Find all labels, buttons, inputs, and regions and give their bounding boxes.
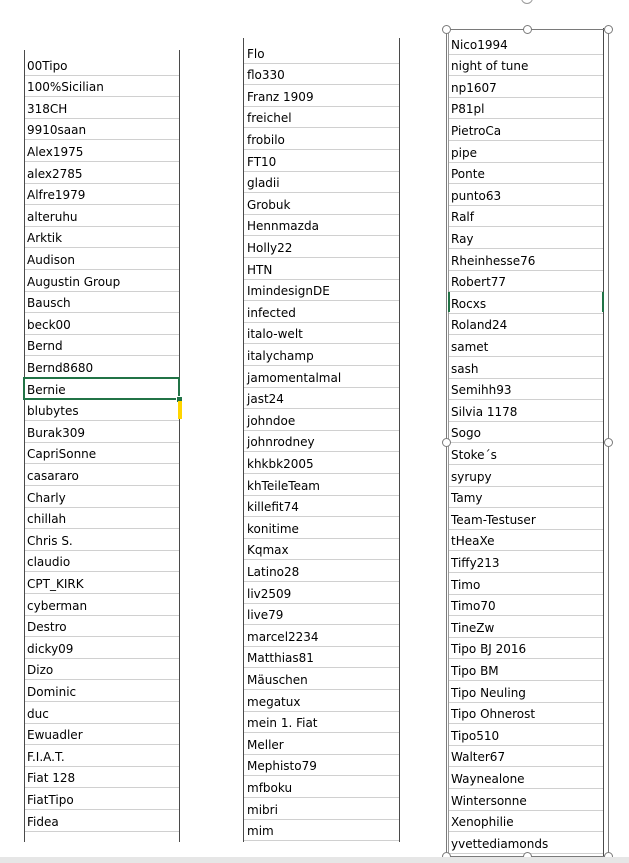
username-text: Bausch xyxy=(27,296,71,311)
username-cell[interactable] xyxy=(24,54,179,76)
username-text: Ralf xyxy=(451,210,474,225)
username-text: punto63 xyxy=(451,188,502,203)
username-cell[interactable] xyxy=(448,55,603,77)
username-cell[interactable] xyxy=(448,76,603,98)
username-text: infected xyxy=(247,305,296,320)
username-text: khkbk2005 xyxy=(247,456,314,471)
username-cell[interactable] xyxy=(244,452,399,474)
username-cell[interactable] xyxy=(244,301,399,323)
username-text: blubytes xyxy=(27,404,79,419)
username-cell[interactable] xyxy=(24,248,179,270)
username-text: Alex1975 xyxy=(27,144,84,159)
username-cell[interactable] xyxy=(244,712,399,734)
username-text: Bernd xyxy=(27,339,63,354)
username-text: killefit74 xyxy=(247,500,299,515)
username-text: Fidea xyxy=(27,814,59,829)
username-text: flo330 xyxy=(247,68,285,83)
rotate-handle[interactable] xyxy=(521,0,533,4)
username-cell[interactable] xyxy=(244,582,399,604)
username-cell[interactable] xyxy=(244,107,399,129)
username-text: Tipo Ohnerost xyxy=(451,707,536,722)
username-cell[interactable] xyxy=(448,422,603,444)
column-2-right-border xyxy=(399,38,400,842)
username-text: mibri xyxy=(247,802,278,817)
username-cell[interactable] xyxy=(244,172,399,194)
username-text: Bernd8680 xyxy=(27,360,94,375)
username-text: FT10 xyxy=(247,154,277,169)
username-cell[interactable] xyxy=(244,798,399,820)
username-text: cyberman xyxy=(27,598,88,613)
username-cell[interactable] xyxy=(448,357,603,379)
username-cell[interactable] xyxy=(244,431,399,453)
username-cell[interactable] xyxy=(448,141,603,163)
username-text: jamomentalmal xyxy=(247,370,342,385)
username-cell[interactable] xyxy=(24,97,179,119)
username-text: alex2785 xyxy=(27,166,83,181)
username-cell[interactable] xyxy=(24,486,179,508)
username-cell[interactable] xyxy=(24,313,179,335)
username-cell[interactable] xyxy=(24,227,179,249)
username-cell[interactable] xyxy=(244,755,399,777)
username-cell[interactable] xyxy=(448,681,603,703)
username-cell[interactable] xyxy=(448,616,603,638)
username-cell[interactable] xyxy=(448,638,603,660)
username-cell[interactable] xyxy=(24,184,179,206)
username-cell[interactable] xyxy=(24,616,179,638)
username-cell[interactable] xyxy=(448,595,603,617)
username-text: 00Tipo xyxy=(27,58,68,73)
username-text: CPT_KIRK xyxy=(27,576,84,591)
username-cell[interactable] xyxy=(24,270,179,292)
username-text: CapriSonne xyxy=(27,447,97,462)
username-cell[interactable] xyxy=(244,560,399,582)
username-cell[interactable] xyxy=(244,517,399,539)
username-text: samet xyxy=(451,339,489,354)
username-cell[interactable] xyxy=(448,659,603,681)
username-cell[interactable] xyxy=(24,594,179,616)
username-cell[interactable] xyxy=(24,464,179,486)
username-text: Stoke´s xyxy=(451,447,497,462)
username-cell[interactable] xyxy=(448,746,603,768)
username-text: Ponte xyxy=(451,167,485,182)
username-cell[interactable] xyxy=(24,745,179,767)
username-cell[interactable] xyxy=(448,227,603,249)
username-text: HTN xyxy=(247,262,273,277)
username-cell[interactable] xyxy=(24,378,179,400)
username-text: Sogo xyxy=(451,426,481,441)
username-text: alteruhu xyxy=(27,209,78,224)
username-text: FiatTipo xyxy=(27,792,74,807)
username-text: dicky09 xyxy=(27,641,74,656)
username-cell[interactable] xyxy=(244,85,399,107)
username-cell[interactable] xyxy=(24,637,179,659)
username-cell[interactable] xyxy=(244,42,399,64)
username-text: 318CH xyxy=(27,101,68,116)
username-text: italychamp xyxy=(247,348,314,363)
username-cell[interactable] xyxy=(24,205,179,227)
username-cell[interactable] xyxy=(244,474,399,496)
username-text: Kqmax xyxy=(247,543,289,558)
username-cell[interactable] xyxy=(24,400,179,422)
username-text: mim xyxy=(247,824,274,839)
username-text: Mäuschen xyxy=(247,672,308,687)
username-text: Alfre1979 xyxy=(27,188,86,203)
username-text: tHeaXe xyxy=(451,534,495,549)
username-cell[interactable] xyxy=(244,150,399,172)
username-text: Dizo xyxy=(27,663,54,678)
username-text: pipe xyxy=(451,145,477,160)
username-text: duc xyxy=(27,706,49,721)
username-cell[interactable] xyxy=(244,323,399,345)
username-cell[interactable] xyxy=(244,280,399,302)
username-cell[interactable] xyxy=(448,163,603,185)
username-cell[interactable] xyxy=(244,539,399,561)
username-cell[interactable] xyxy=(448,443,603,465)
username-text: Mephisto79 xyxy=(247,759,317,774)
username-cell[interactable] xyxy=(24,421,179,443)
username-cell[interactable] xyxy=(448,724,603,746)
username-cell[interactable] xyxy=(244,128,399,150)
username-text: frobilo xyxy=(247,132,285,147)
resize-handle-top-center[interactable] xyxy=(523,25,532,34)
username-text: Wintersonne xyxy=(451,793,527,808)
username-cell[interactable] xyxy=(244,215,399,237)
username-text: live79 xyxy=(247,608,284,623)
username-cell[interactable] xyxy=(24,508,179,530)
username-cell[interactable] xyxy=(448,551,603,573)
column-3-selection-mark-left xyxy=(448,292,450,312)
username-cell[interactable] xyxy=(244,344,399,366)
username-text: Silvia 1178 xyxy=(451,404,518,419)
username-cell[interactable] xyxy=(448,98,603,120)
username-cell[interactable] xyxy=(24,529,179,551)
username-text: Chris S. xyxy=(27,533,73,548)
username-cell[interactable] xyxy=(448,465,603,487)
username-cell[interactable] xyxy=(448,249,603,271)
username-text: Destro xyxy=(27,620,67,635)
resize-handle-top-right[interactable] xyxy=(604,25,613,34)
username-text: Arktik xyxy=(27,231,63,246)
username-cell[interactable] xyxy=(244,258,399,280)
username-text: Fiat 128 xyxy=(27,771,76,786)
username-text: claudio xyxy=(27,555,71,570)
username-cell[interactable] xyxy=(448,206,603,228)
username-cell[interactable] xyxy=(448,271,603,293)
username-text: Hennmazda xyxy=(247,219,319,234)
username-text: TineZw xyxy=(451,620,495,635)
resize-handle-middle-left[interactable] xyxy=(442,438,451,447)
username-cell[interactable] xyxy=(448,811,603,833)
username-text: Roland24 xyxy=(451,318,508,333)
username-cell[interactable] xyxy=(448,314,603,336)
username-cell[interactable] xyxy=(24,119,179,141)
username-text: chillah xyxy=(27,512,67,527)
username-cell[interactable] xyxy=(448,119,603,141)
username-text: Tipo Neuling xyxy=(451,685,526,700)
username-text: Matthias81 xyxy=(247,651,314,666)
username-text: beck00 xyxy=(27,317,71,332)
username-cell[interactable] xyxy=(448,573,603,595)
username-cell[interactable] xyxy=(448,400,603,422)
resize-handle-top-left[interactable] xyxy=(442,25,451,34)
username-text: Grobuk xyxy=(247,197,291,212)
username-text: Robert77 xyxy=(451,275,507,290)
username-text: mein 1. Fiat xyxy=(247,716,318,731)
username-text: Latino28 xyxy=(247,564,300,579)
username-cell[interactable] xyxy=(448,379,603,401)
username-text: marcel2234 xyxy=(247,629,319,644)
username-text: johndoe xyxy=(247,413,296,428)
username-cell[interactable] xyxy=(24,788,179,810)
username-text: Bernie xyxy=(27,382,66,397)
username-cell[interactable] xyxy=(244,820,399,842)
username-text: khTeileTeam xyxy=(247,478,320,493)
username-text: freichel xyxy=(247,111,292,126)
username-text: night of tune xyxy=(451,59,529,74)
username-text: Timo70 xyxy=(451,599,496,614)
username-text: liv2509 xyxy=(247,586,292,601)
username-text: syrupy xyxy=(451,469,492,484)
username-cell[interactable] xyxy=(448,487,603,509)
username-cell[interactable] xyxy=(24,335,179,357)
username-text: Timo xyxy=(451,577,481,592)
username-cell[interactable] xyxy=(244,193,399,215)
username-text: Waynealone xyxy=(451,771,525,786)
username-text: Audison xyxy=(27,252,75,267)
username-cell[interactable] xyxy=(448,292,603,314)
username-text: Tamy xyxy=(451,491,483,506)
username-text: Ray xyxy=(451,231,474,246)
username-text: Flo xyxy=(247,46,265,61)
username-cell[interactable] xyxy=(244,496,399,518)
username-cell[interactable] xyxy=(448,789,603,811)
username-cell[interactable] xyxy=(24,767,179,789)
username-text: Walter67 xyxy=(451,750,506,765)
username-text: Tipo BM xyxy=(451,663,499,678)
username-text: PietroCa xyxy=(451,123,502,138)
username-text: Dominic xyxy=(27,684,77,699)
username-cell[interactable] xyxy=(24,162,179,184)
username-cell[interactable] xyxy=(24,443,179,465)
username-text: Xenophilie xyxy=(451,815,514,830)
resize-handle-middle-right[interactable] xyxy=(604,438,613,447)
username-text: Franz 1909 xyxy=(247,89,314,104)
username-cell[interactable] xyxy=(448,335,603,357)
username-text: F.I.A.T. xyxy=(27,749,65,764)
username-cell[interactable] xyxy=(24,810,179,832)
username-text: Semihh93 xyxy=(451,383,512,398)
username-text: ImindesignDE xyxy=(247,284,330,299)
username-cell[interactable] xyxy=(244,733,399,755)
column-1-right-border xyxy=(179,50,180,842)
username-text: 100%Sicilian xyxy=(27,80,104,95)
username-text: gladii xyxy=(247,176,280,191)
username-text: Team-Testuser xyxy=(451,512,536,527)
username-text: Augustin Group xyxy=(27,274,121,289)
username-text: megatux xyxy=(247,694,301,709)
username-cell[interactable] xyxy=(244,690,399,712)
username-cell[interactable] xyxy=(244,776,399,798)
username-cell[interactable] xyxy=(244,64,399,86)
column-1-left-border xyxy=(24,50,25,842)
username-cell[interactable] xyxy=(448,184,603,206)
username-cell[interactable] xyxy=(244,647,399,669)
username-cell[interactable] xyxy=(244,388,399,410)
username-text: italo-welt xyxy=(247,327,303,342)
username-cell[interactable] xyxy=(24,680,179,702)
username-text: Tiffy213 xyxy=(451,555,500,570)
username-text: Burak309 xyxy=(27,425,85,440)
username-cell[interactable] xyxy=(24,76,179,98)
username-cell[interactable] xyxy=(24,356,179,378)
username-text: 9910saan xyxy=(27,123,87,138)
username-cell[interactable] xyxy=(244,366,399,388)
username-cell[interactable] xyxy=(448,33,603,55)
username-text: yvettediamonds xyxy=(451,836,549,851)
username-cell[interactable] xyxy=(24,572,179,594)
username-text: Holly22 xyxy=(247,240,293,255)
username-text: Tipo510 xyxy=(451,728,500,743)
username-cell[interactable] xyxy=(448,508,603,530)
username-text: casararo xyxy=(27,468,79,483)
username-cell[interactable] xyxy=(244,236,399,258)
username-text: sash xyxy=(451,361,479,376)
username-text: Charly xyxy=(27,490,66,505)
username-text: Tipo BJ 2016 xyxy=(451,642,527,657)
username-cell[interactable] xyxy=(24,551,179,573)
username-cell[interactable] xyxy=(448,767,603,789)
column-3-selection-mark-right xyxy=(602,292,604,312)
column-2-left-border xyxy=(243,38,244,842)
username-text: P81pl xyxy=(451,102,485,117)
username-text: Meller xyxy=(247,737,284,752)
username-cell[interactable] xyxy=(24,659,179,681)
username-cell[interactable] xyxy=(24,702,179,724)
username-text: konitime xyxy=(247,521,299,536)
username-cell[interactable] xyxy=(24,140,179,162)
username-cell[interactable] xyxy=(244,604,399,626)
sheet-bottom-edge xyxy=(0,857,629,863)
username-text: jast24 xyxy=(247,392,284,407)
username-text: np1607 xyxy=(451,80,497,95)
username-text: Ewuadler xyxy=(27,728,83,743)
username-cell[interactable] xyxy=(24,292,179,314)
username-cell[interactable] xyxy=(244,409,399,431)
highlighted-cell-edge xyxy=(178,401,182,419)
username-text: Rheinhesse76 xyxy=(451,253,536,268)
username-text: Rocxs xyxy=(451,296,487,311)
username-text: mfboku xyxy=(247,780,293,795)
username-cell[interactable] xyxy=(448,530,603,552)
username-cell[interactable] xyxy=(244,625,399,647)
username-cell[interactable] xyxy=(244,668,399,690)
username-text: Nico1994 xyxy=(451,37,508,52)
username-cell[interactable] xyxy=(448,703,603,725)
username-cell[interactable] xyxy=(448,832,603,854)
username-cell[interactable] xyxy=(24,724,179,746)
username-text: johnrodney xyxy=(247,435,315,450)
